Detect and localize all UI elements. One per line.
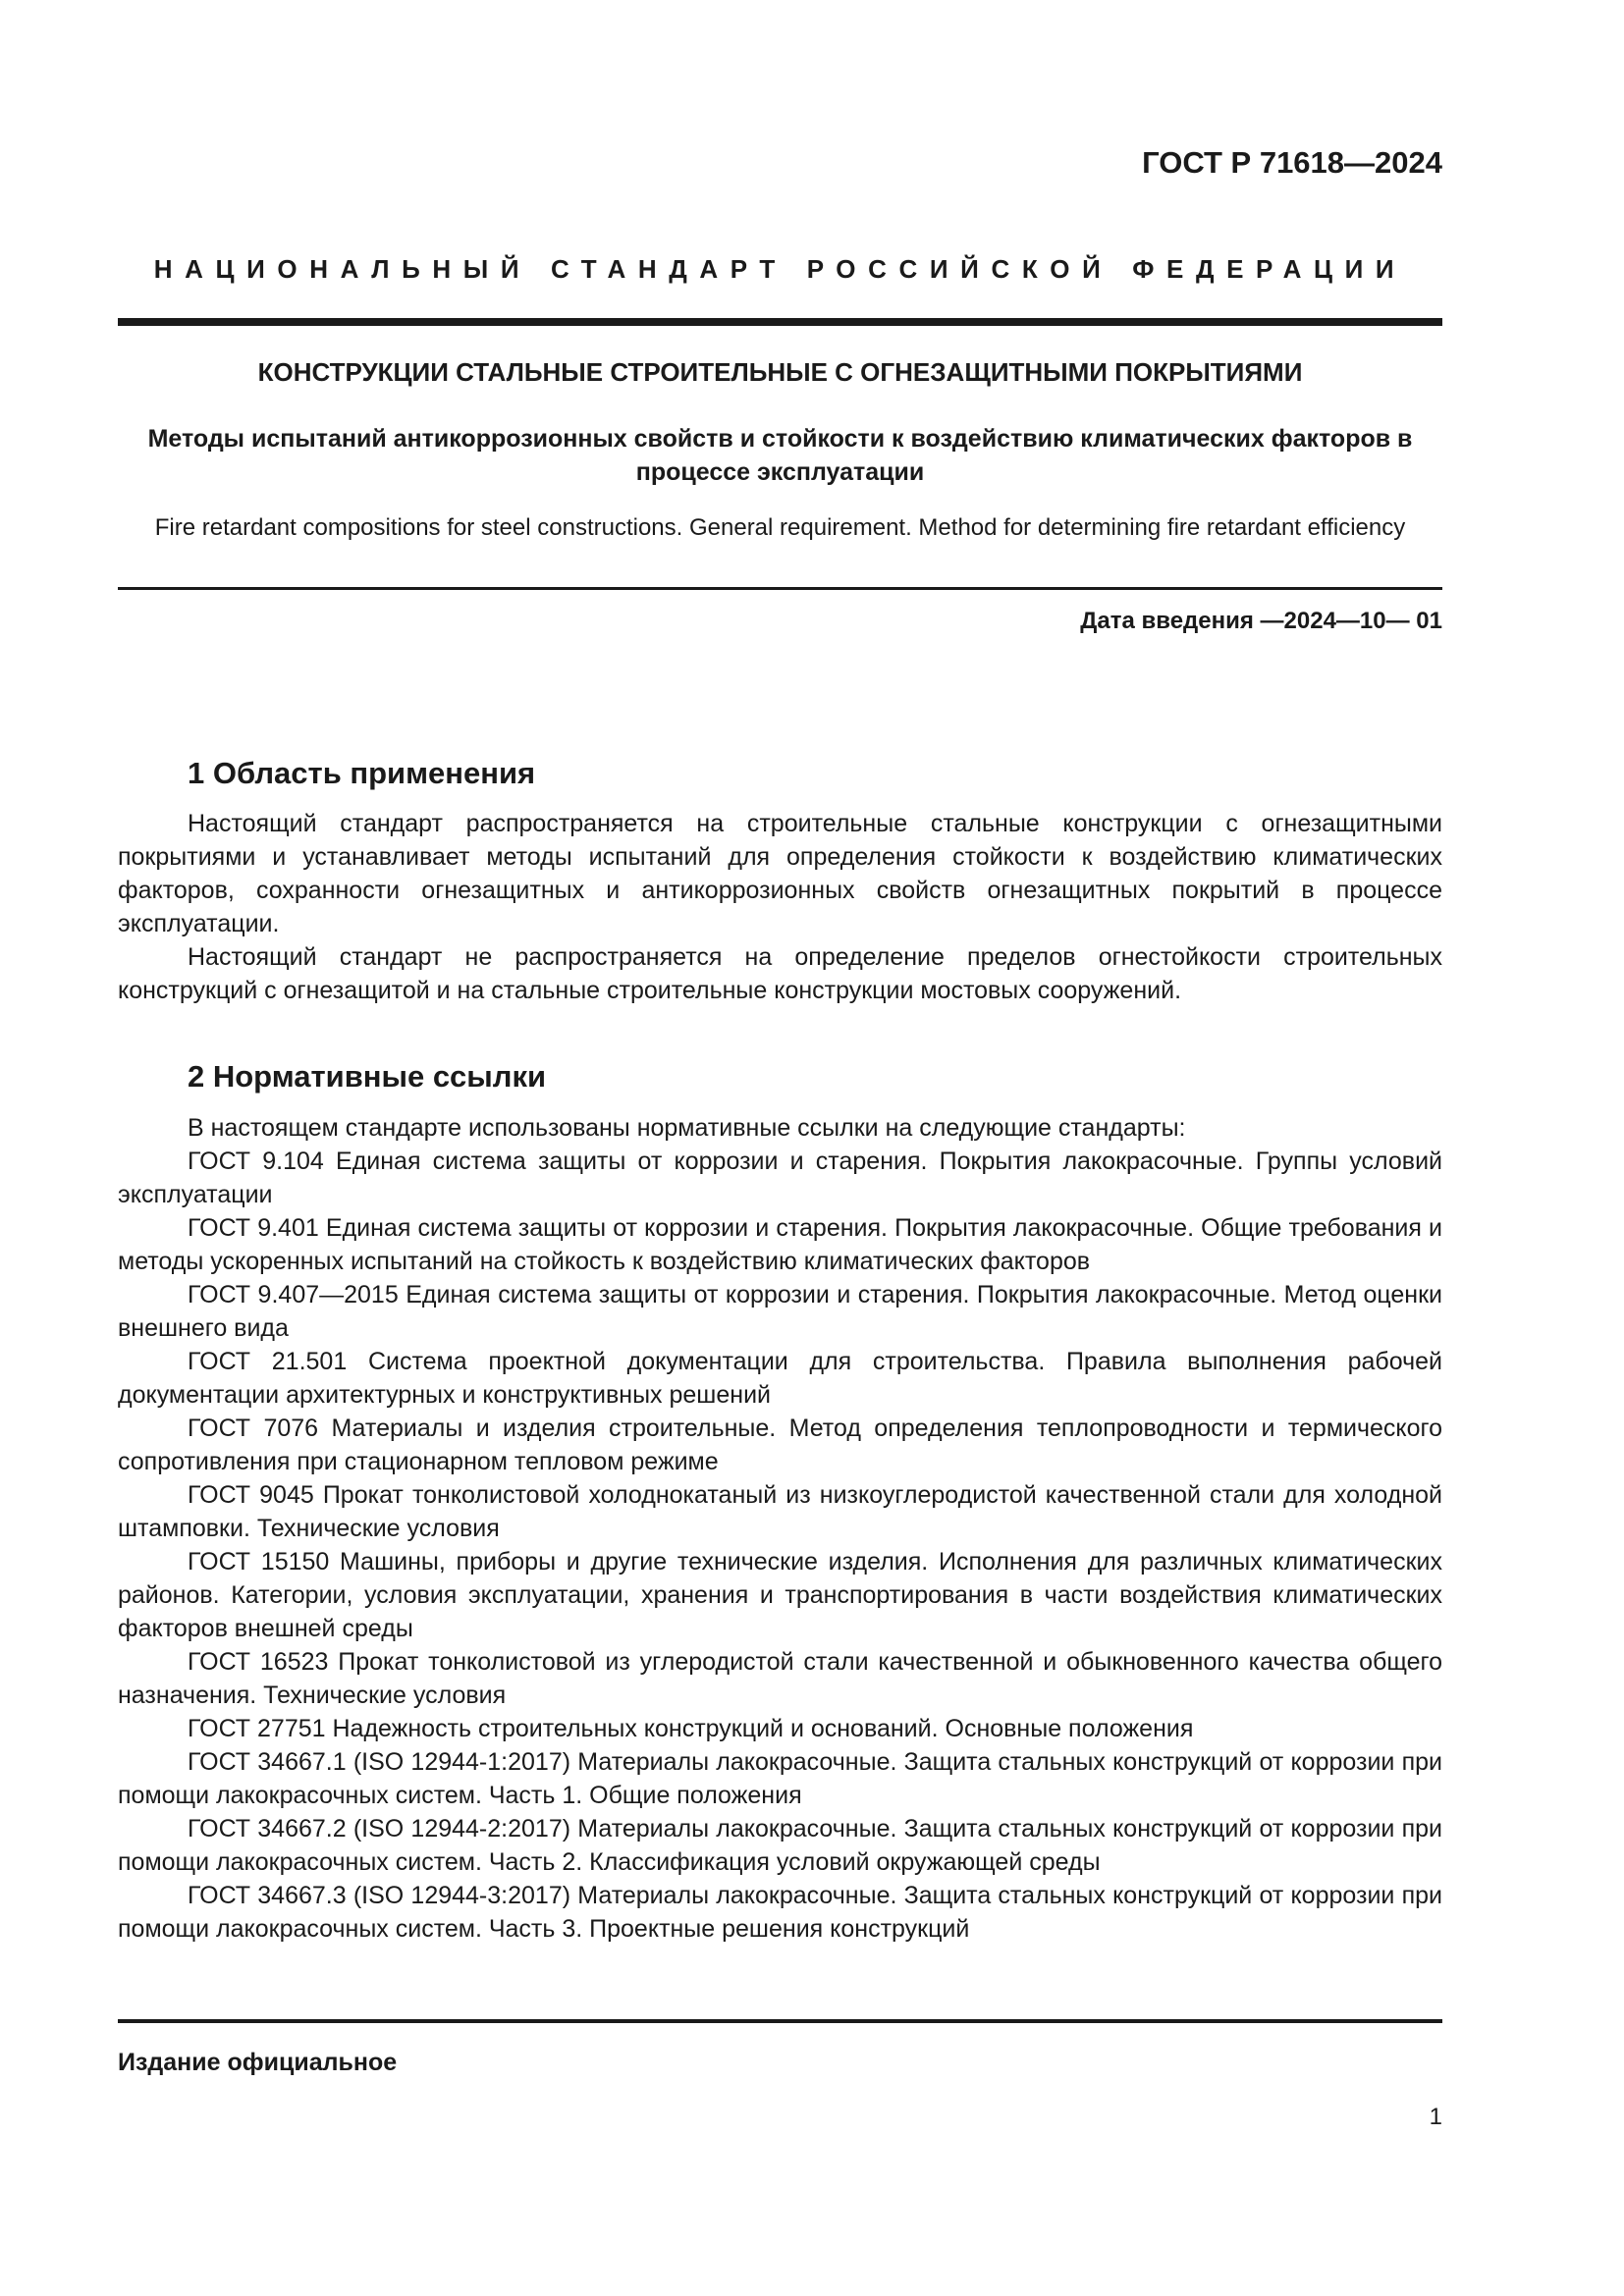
gost-number: ГОСТ Р 71618—2024 — [1142, 145, 1442, 180]
national-standard-banner: НАЦИОНАЛЬНЫЙ СТАНДАРТ РОССИЙСКОЙ ФЕДЕРАЦИИ — [153, 254, 1407, 284]
reference-item: ГОСТ 9.104 Единая система защиты от коррозии и старения. Покрытия лакокрасочные. Группы условий эксплуатации — [118, 1148, 1442, 1208]
section-2-heading: 2 Нормативные ссылки — [188, 1059, 547, 1094]
reference-item: ГОСТ 34667.2 (ISO 12944-2:2017) Материалы лакокрасочные. Защита стальных конструкций от коррозии при помощи лакокрасочных систем. Часть 2. Классификация условий окружающей среды — [118, 1815, 1442, 1876]
reference-item: ГОСТ 9045 Прокат тонколистовой холоднокатаный из низкоуглеродистой качественной стали для холодной штамповки. Технические условия — [118, 1481, 1442, 1542]
english-title: Fire retardant compositions for steel constructions. General requirement. Method for determining fire retardant efficiency — [154, 514, 1406, 541]
reference-item: ГОСТ 34667.3 (ISO 12944-3:2017) Материалы лакокрасочные. Защита стальных конструкций от коррозии при помощи лакокрасочных систем. Часть 3. Проектные решения конструкций — [118, 1882, 1442, 1943]
title-divider — [118, 587, 1442, 590]
section-2-body — [118, 1111, 1442, 1946]
paragraph: Настоящий стандарт распространяется на строительные стальные конструкции с огнезащитными покрытиями и устанавливает методы испытаний для определения стойкости к воздействию климатических факторов, сохранности огнезащитных и антикоррозионных свойств огнезащитных покрытий в процессе эксплуатации. — [118, 810, 1442, 937]
header-divider — [118, 318, 1442, 326]
page-number: 1 — [1429, 2104, 1442, 2130]
reference-item: ГОСТ 34667.1 (ISO 12944-1:2017) Материалы лакокрасочные. Защита стальных конструкций от коррозии при помощи лакокрасочных систем. Часть 1. Общие положения — [118, 1748, 1442, 1809]
section-1-heading: 1 Область применения — [188, 756, 536, 790]
reference-item: ГОСТ 9.407—2015 Единая система защиты от коррозии и старения. Покрытия лакокрасочные. Метод оценки внешнего вида — [118, 1281, 1442, 1342]
document-title: КОНСТРУКЦИИ СТАЛЬНЫЕ СТРОИТЕЛЬНЫЕ С ОГНЕЗАЩИТНЫМИ ПОКРЫТИЯМИ — [257, 357, 1303, 387]
reference-item: ГОСТ 27751 Надежность строительных конструкций и оснований. Основные положения — [188, 1715, 1194, 1742]
introduction-date: Дата введения —2024—10— 01 — [1080, 608, 1442, 634]
section-1-body — [118, 807, 1442, 1007]
footer-divider — [118, 2019, 1442, 2023]
reference-item: ГОСТ 21.501 Система проектной документации для строительства. Правила выполнения рабочей документации архитектурных и конструктивных решений — [118, 1348, 1442, 1409]
reference-item: ГОСТ 15150 Машины, приборы и другие технические изделия. Исполнения для различных климатических районов. Категории, условия эксплуатации, хранения и транспортирования в части воздействия климатических факторов внешней среды — [118, 1548, 1442, 1642]
reference-item: ГОСТ 16523 Прокат тонколистовой из углеродистой стали качественной и обыкновенного качества общего назначения. Технические условия — [118, 1648, 1442, 1709]
paragraph: Настоящий стандарт не распространяется на определение пределов огнестойкости строительных конструкций с огнезащитой и на стальные строительные конструкции мостовых сооружений. — [118, 943, 1442, 1004]
document-subtitle: Методы испытаний антикоррозионных свойств и стойкости к воздействию климатических факторов в процессе эксплуатации — [147, 425, 1413, 486]
intro-paragraph: В настоящем стандарте использованы нормативные ссылки на следующие стандарты: — [188, 1114, 1186, 1142]
reference-item: ГОСТ 7076 Материалы и изделия строительные. Метод определения теплопроводности и термического сопротивления при стационарном тепловом режиме — [118, 1415, 1442, 1475]
official-edition-label: Издание официальное — [118, 2049, 398, 2076]
reference-item: ГОСТ 9.401 Единая система защиты от коррозии и старения. Покрытия лакокрасочные. Общие требования и методы ускоренных испытаний на стойкость к воздействию климатических факторов — [118, 1214, 1442, 1275]
